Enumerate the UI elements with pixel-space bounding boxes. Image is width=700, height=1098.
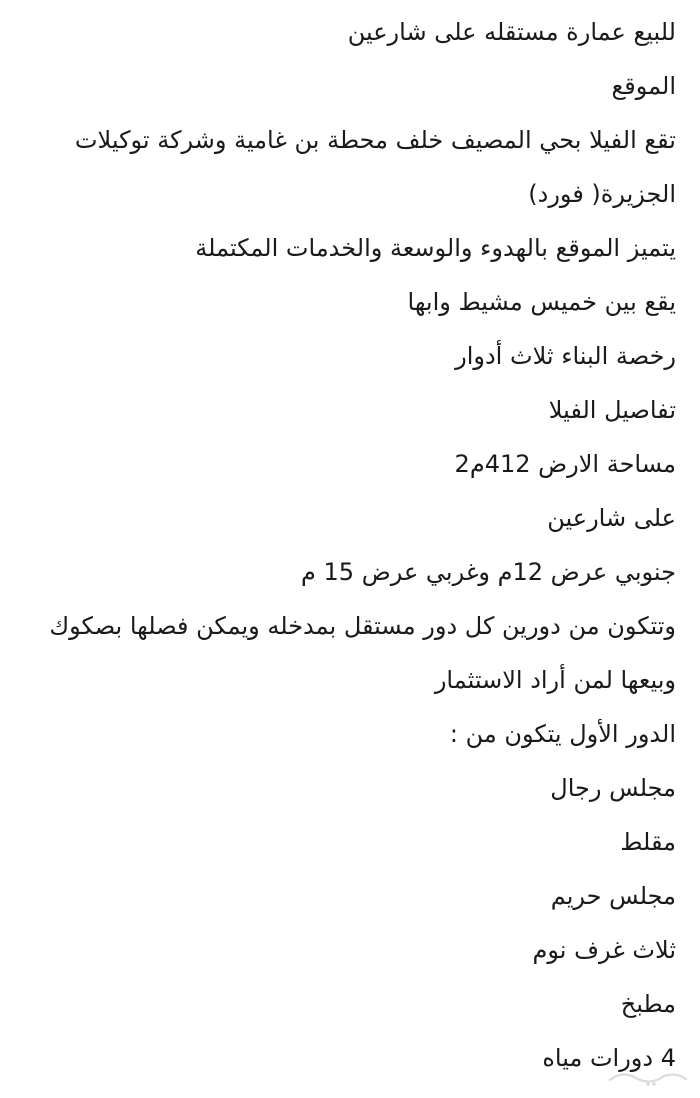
room-item: ثلاث غرف نوم <box>532 936 676 964</box>
room-item: مقلط <box>620 828 676 856</box>
floors-description-cont: وبيعها لمن أراد الاستثمار <box>434 666 676 694</box>
first-floor-heading: الدور الأول يتكون من : <box>449 720 676 748</box>
location-heading: الموقع <box>611 72 676 100</box>
details-heading: تفاصيل الفيلا <box>548 396 676 424</box>
location-text-cont: الجزيرة( فورد) <box>528 180 676 208</box>
room-item: مجلس حريم <box>550 882 676 910</box>
room-item: مجلس رجال <box>550 774 676 802</box>
building-permit: رخصة البناء ثلاث أدوار <box>455 342 676 370</box>
site-watermark-logo <box>602 1064 692 1090</box>
watermark-logo-icon <box>602 1064 692 1090</box>
room-item: مطبخ <box>620 990 676 1018</box>
listing-title: للبيع عمارة مستقله على شارعين <box>347 18 676 46</box>
location-text: تقع الفيلا بحي المصيف خلف محطة بن غامية وشركة توكيلات <box>74 126 676 154</box>
floors-description: وتتكون من دورين كل دور مستقل بمدخله ويمكن فصلها بصكوك <box>49 612 676 640</box>
room-item: 4 دورات مياه <box>542 1044 676 1072</box>
two-streets: على شارعين <box>547 504 676 532</box>
land-area: مساحة الارض 412م2 <box>454 450 676 478</box>
location-between: يقع بين خميس مشيط وابها <box>407 288 676 316</box>
street-widths: جنوبي عرض 12م وغربي عرض 15 م <box>301 558 676 586</box>
location-feature: يتميز الموقع بالهدوء والوسعة والخدمات المكتملة <box>195 234 676 262</box>
